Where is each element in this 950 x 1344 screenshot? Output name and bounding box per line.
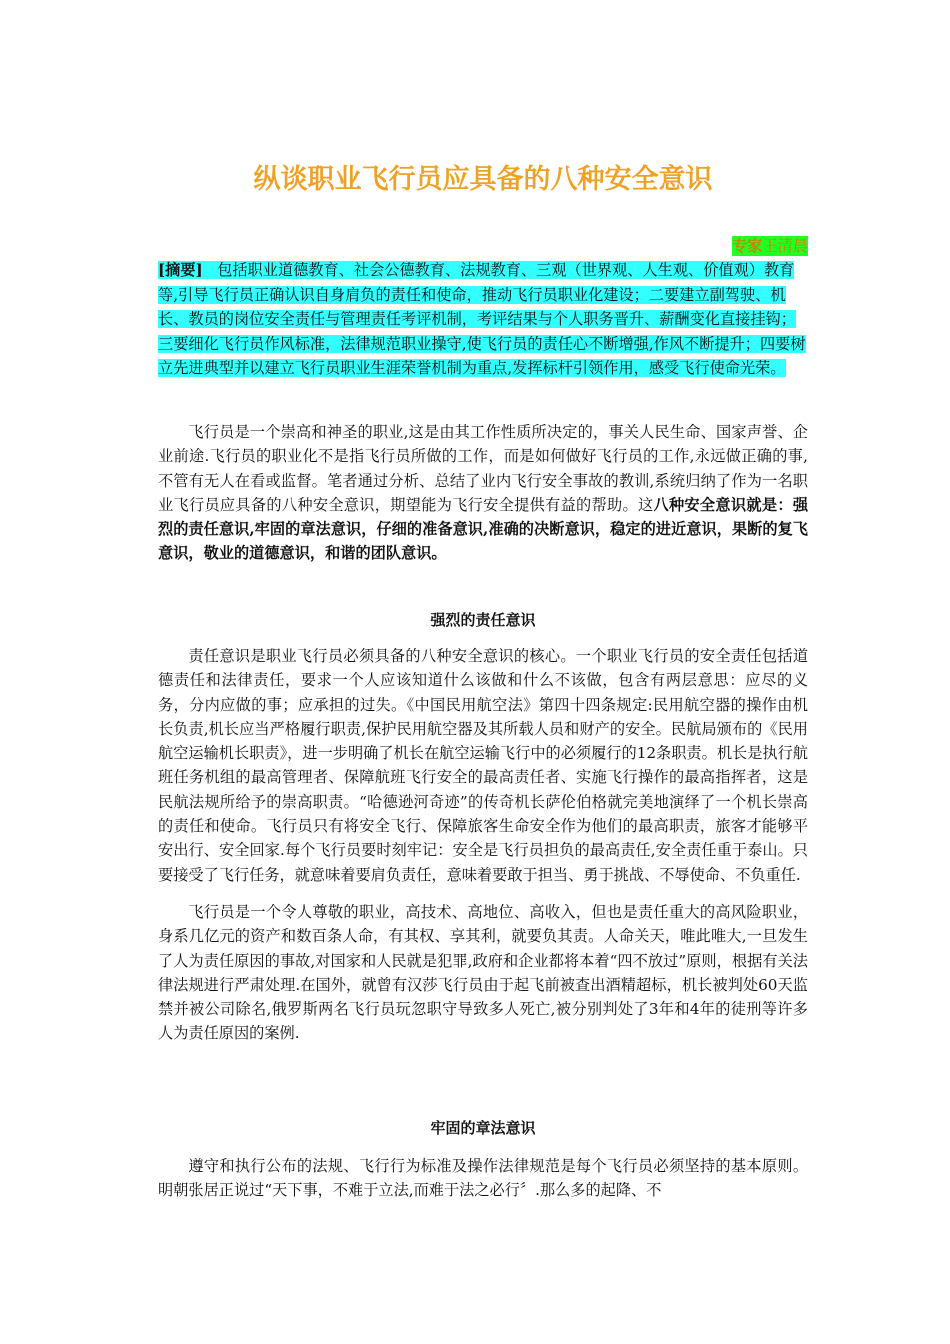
document-title: 纵谈职业飞行员应具备的八种安全意识 (253, 164, 713, 195)
section-heading-regulation: 牢固的章法意识 (430, 1119, 536, 1137)
intro-bold-text: 八种安全意识就是：强烈的责任意识,牢固的章法意识，仔细的准备意识,准确的决断意识，稳定的进近意识，果断的复飞意识，敬业的道德意识，和谐的团队意识。 (158, 495, 809, 563)
intro-block (158, 420, 808, 566)
intro-text: 飞行员是一个崇高和神圣的职业,这是由其工作性质所决定的，事关人民生命、国家声誉、企业前途.飞行员的职业化不是指飞行员所做的工作，而是如何做好飞行员的工作,永远做正确的事,不管有无人在看或监督。笔者通过分析、总结了业内飞行安全事故的教训,系统归纳了作为一名职业飞行员应具备的八种安全意识，期望能为飞行安全提供有益的帮助。这 (158, 423, 808, 514)
author-label: 专家 (732, 237, 763, 255)
section-heading-responsibility: 强烈的责任意识 (430, 611, 536, 629)
intro-paragraph (158, 420, 808, 566)
author-line (732, 236, 808, 256)
paragraph: 责任意识是职业飞行员必须具备的八种安全意识的核心。一个职业飞行员的安全责任包括道德责任和法律责任，要求一个人应该知道什么该做和什么不该做，包含有两层意思：应尽的义务，分内应做的事；应承担的过失。《中国民用航空法》第四十四条规定:民用航空器的操作由机长负责,机长应当严格履行职责,保护民用航空器及其所载人员和财产的安全。民航局颁布的《民用航空运输机长职责》，进一步明确了机长在航空运输飞行中的必须履行的12条职责。机长是执行航班任务机组的最高管理者、保障航班飞行安全的最高责任者、实施飞行操作的最高指挥者，这是民航法规所给予的崇高职责。“哈德逊河奇迹”的传奇机长萨伦伯格就完美地演绎了一个机长崇高的责任和使命。飞行员只有将安全飞行、保障旅客生命安全作为他们的最高职责，旅客才能够平安出行、安全回家.每个飞行员要时刻牢记：安全是飞行员担负的最高责任,安全责任重于泰山。只要接受了飞行任务，就意味着要肩负责任，意味着要敢于担当、勇于挑战、不辱使命、不负重任. (158, 647, 808, 884)
abstract-text: 包括职业道德教育、社会公德教育、法规教育、三观（世界观、人生观、价值观）教育等,引导飞行员正确认识自身肩负的责任和使命，推动飞行员职业化建设；二要建立副驾驶、机长、教员的岗位安全责任与管理责任考评机制，考评结果与个人职务晋升、薪酬变化直接挂钩；三要细化飞行员作风标准，法律规范职业操守,使飞行员的责任心不断增强,作风不断提升；四要树立先进典型并以建立飞行员职业生涯荣誉机制为重点,发挥标杆引领作用，感受飞行使命光荣。 (158, 261, 806, 378)
abstract (158, 258, 808, 381)
paragraph: 飞行员是一个令人尊敬的职业，高技术、高地位、高收入，但也是责任重大的高风险职业，身系几亿元的资产和数百条人命，有其权、享其利，就要负其责。人命关天，唯此唯大,一旦发生了人为责任原因的事故,对国家和人民就是犯罪,政府和企业都将本着“四不放过”原则，根据有关法律法规进行严肃处理.在国外，就曾有汉莎飞行员由于起飞前被查出酒精超标，机长被判处60天监禁并被公司除名,俄罗斯两名飞行员玩忽职守导致多人死亡,被分别判处了3年和4年的徒刑等许多人为责任原因的案例. (158, 902, 808, 1043)
author-name: 王清晨 (762, 237, 808, 255)
paragraph: 遵守和执行公布的法规、飞行行为标准及操作法律规范是每个飞行员必须坚持的基本原则。明朝张居正说过“天下事，不难于立法,而难于法之必行〞.那么多的起降、不 (158, 1157, 808, 1200)
abstract-label: [摘要] (158, 261, 203, 279)
section-body-regulation (158, 1154, 808, 1203)
section-body-responsibility (158, 644, 808, 1046)
